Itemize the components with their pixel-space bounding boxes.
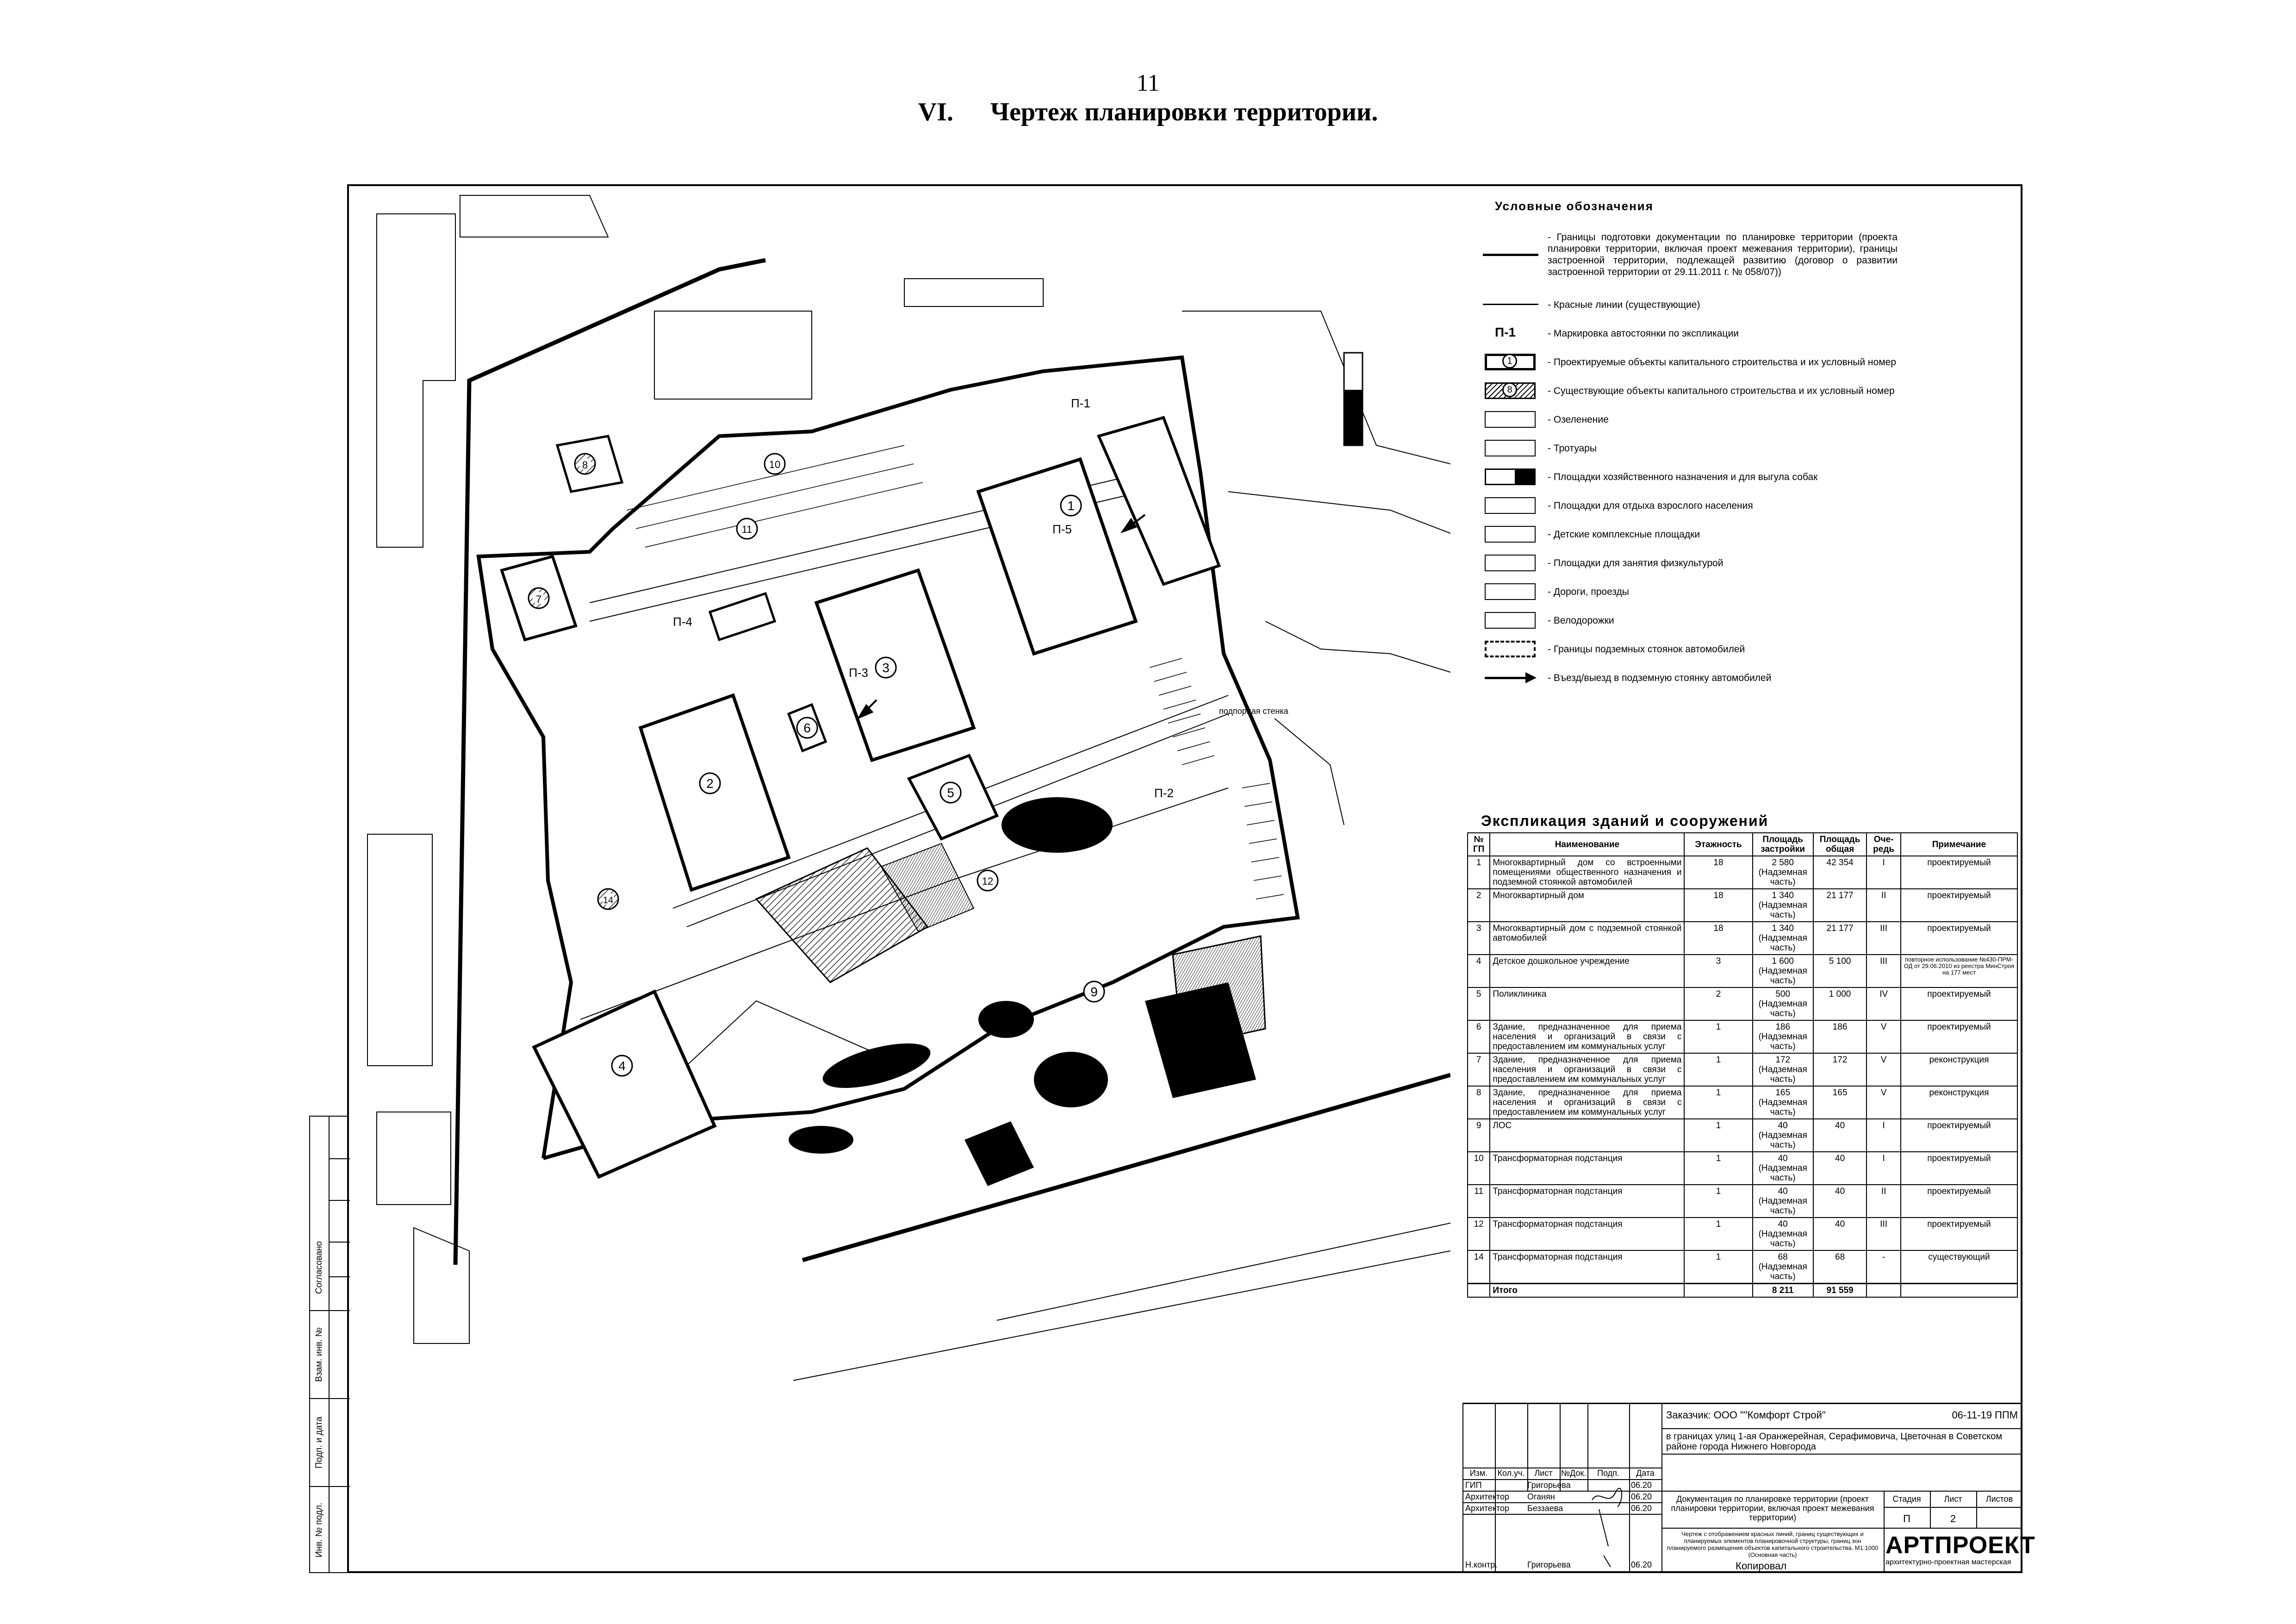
- header-num: № ГП: [1468, 833, 1490, 856]
- existing-building-icon: 8: [1481, 380, 1541, 402]
- roads-icon: [1481, 581, 1541, 603]
- cell-note: проектируемый: [1901, 1218, 2017, 1250]
- cell-note: повторное использование №430-ПРМ-ОД от 29.06.2010 из реестра МинСтроя на 177 мест: [1901, 955, 2017, 987]
- cell-stage: III: [1867, 1218, 1901, 1250]
- cell-stage: III: [1867, 955, 1901, 987]
- cell-stage: II: [1867, 1185, 1901, 1218]
- cell-stage: V: [1867, 1020, 1901, 1053]
- copied-label: Копировал: [1736, 1560, 1787, 1572]
- cell-stage: I: [1867, 856, 1901, 889]
- total-area-total: 91 559: [1813, 1284, 1867, 1298]
- area-built-note: (Надземная часть): [1758, 1032, 1807, 1051]
- svg-text:11: 11: [741, 524, 753, 535]
- header-note: Примечание: [1901, 833, 2017, 856]
- sidebar-replace-inv: Взам. инв. №: [310, 1311, 329, 1399]
- legend-item: - Велодорожки: [1481, 607, 1898, 634]
- cell-name: Здание, предназначенное для приема населения и организаций в связи с предоставлением им коммунальных услуг: [1490, 1086, 1684, 1119]
- cell-stage: -: [1867, 1250, 1901, 1284]
- area-built-value: 40: [1778, 1154, 1788, 1163]
- table-row: [1468, 955, 2017, 987]
- cell-floors: 1: [1684, 1053, 1752, 1086]
- cell-area-built: [1753, 1250, 1813, 1284]
- signature-icon: [1590, 1481, 1627, 1569]
- building-marker-2: [700, 773, 720, 793]
- sidebar-original-inv: Инв. № подл.: [314, 1502, 324, 1558]
- table-row: [1468, 856, 2017, 889]
- staff-date: 06.20: [1631, 1492, 1652, 1501]
- col-header-izm: Изм.: [1469, 1468, 1488, 1478]
- legend-item: - Площадки хозяйственного назначения и для выгула собак: [1481, 463, 1898, 490]
- customer: Заказчик: ООО ""Комфорт Строй": [1666, 1409, 1826, 1421]
- page-number: 11: [1136, 70, 1160, 96]
- explication-title: Экспликация зданий и сооружений: [1481, 812, 1769, 829]
- cell-area-built: [1753, 1152, 1813, 1185]
- building-marker-11: [737, 518, 757, 539]
- sheets-header: Листов: [1985, 1494, 2013, 1504]
- cell-num: 11: [1468, 1185, 1490, 1218]
- area-built-value: 40: [1778, 1219, 1788, 1229]
- cell-num: 3: [1468, 922, 1490, 955]
- table-row: [1468, 1185, 2017, 1218]
- cell-stage: V: [1867, 1086, 1901, 1119]
- explication-table: [1467, 832, 2018, 1298]
- cell-floors: 1: [1684, 1020, 1752, 1053]
- table-row: [1468, 1053, 2017, 1086]
- header-name: Наименование: [1490, 833, 1684, 856]
- table-row: [1468, 987, 2017, 1020]
- stage-header: Стадия: [1892, 1494, 1921, 1504]
- sheet-header: Лист: [1944, 1494, 1962, 1504]
- table-row: [1468, 1119, 2017, 1152]
- section-numeral: VI.: [918, 98, 953, 126]
- cell-name: Детское дошкольное учреждение: [1490, 955, 1684, 987]
- page-title: [0, 97, 2296, 127]
- table-row: [1468, 1086, 2017, 1119]
- brand-subtitle: архитектурно-проектная мастерская: [1885, 1558, 2011, 1566]
- area-built-value: 172: [1775, 1055, 1791, 1065]
- header-stage: Оче- редь: [1867, 833, 1901, 856]
- cell-floors: 2: [1684, 987, 1752, 1020]
- area-built-value: 1 600: [1772, 956, 1794, 966]
- cell-area-total: 21 177: [1813, 889, 1867, 922]
- sidewalk-icon: [1481, 437, 1541, 459]
- cell-num: 1: [1468, 856, 1490, 889]
- area-built-value: 500: [1775, 989, 1791, 999]
- area-built-value: 40: [1778, 1121, 1788, 1131]
- svg-text:2: 2: [706, 776, 714, 791]
- area-built-value: 68: [1778, 1252, 1788, 1262]
- cell-area-built: [1753, 1053, 1813, 1086]
- area-built-note: (Надземная часть): [1758, 1131, 1807, 1150]
- underground-parking-boundary-icon: [1481, 638, 1541, 660]
- building-marker-6: [797, 718, 817, 738]
- cell-name: Поликлиника: [1490, 987, 1684, 1020]
- legend-item: - Озеленение: [1481, 406, 1898, 433]
- legend-title: Условные обозначения: [1495, 199, 1654, 213]
- area-built-value: 1 340: [1772, 924, 1794, 933]
- staff-role: Архитектор: [1465, 1492, 1510, 1501]
- col-header-ndok: №Док.: [1561, 1468, 1587, 1478]
- cell-area-built: [1753, 1086, 1813, 1119]
- cell-note: проектируемый: [1901, 1119, 2017, 1152]
- cell-name: Многоквартирный дом со встроенными помещениями общественного назначения и подземной стоянкой автомобилей: [1490, 856, 1684, 889]
- cell-num: 2: [1468, 889, 1490, 922]
- adult-rest-area-icon: [1481, 494, 1541, 517]
- building-marker-3: [876, 657, 896, 678]
- legend-item: - Красные линии (существующие): [1481, 291, 1898, 318]
- brand-logo: АРТПРОЕКТ: [1885, 1532, 2035, 1559]
- cell-name: Здание, предназначенное для приема населения и организаций в связи с предоставлением им коммунальных услуг: [1490, 1053, 1684, 1086]
- area-built-value: 165: [1775, 1088, 1791, 1098]
- table-row: [1468, 1020, 2017, 1053]
- cell-num: 12: [1468, 1218, 1490, 1250]
- legend-item: - Тротуары: [1481, 435, 1898, 462]
- cell-area-total: 42 354: [1813, 856, 1867, 889]
- svg-text:1: 1: [1067, 499, 1075, 513]
- area-built-value: 1 340: [1772, 891, 1794, 900]
- cell-num: 10: [1468, 1152, 1490, 1185]
- cell-area-total: 186: [1813, 1020, 1867, 1053]
- cell-stage: I: [1867, 1152, 1901, 1185]
- svg-text:3: 3: [882, 661, 890, 675]
- cell-area-built: [1753, 1020, 1813, 1053]
- boundary-line-icon: [1481, 244, 1541, 266]
- cell-area-built: [1753, 987, 1813, 1020]
- legend-item: - Границы подготовки документации по планировке территории (проекта планировки территории, включая проект межевания территории), границы застроенной территории, подлежащей развитию (договор о развитии застроенной территории от 29.11.2011 г. № 058/07)): [1481, 220, 1898, 289]
- approval-sidebar: [309, 1116, 349, 1573]
- parking-label-p4: П-4: [673, 615, 692, 629]
- staff-role: Архитектор: [1465, 1504, 1510, 1513]
- parking-code-icon: П-1: [1495, 325, 1516, 339]
- svg-text:14: 14: [603, 895, 614, 906]
- parking-label-p2: П-2: [1154, 786, 1174, 800]
- svg-text:6: 6: [803, 721, 811, 735]
- cell-stage: IV: [1867, 987, 1901, 1020]
- cell-name: Многоквартирный дом с подземной стоянкой автомобилей: [1490, 922, 1684, 955]
- cell-area-total: 172: [1813, 1053, 1867, 1086]
- projected-building-icon: 1: [1481, 351, 1541, 373]
- legend-item: - Площадки для отдыха взрослого населения: [1481, 492, 1898, 519]
- explication-body: [1468, 856, 2017, 1297]
- area-built-note: (Надземная часть): [1758, 1163, 1807, 1183]
- svg-text:10: 10: [769, 459, 781, 470]
- cell-num: 4: [1468, 955, 1490, 987]
- cell-area-total: 40: [1813, 1152, 1867, 1185]
- table-row: [1468, 922, 2017, 955]
- cell-floors: 18: [1684, 856, 1752, 889]
- cell-note: проектируемый: [1901, 1152, 2017, 1185]
- area-built-value: 2 580: [1772, 858, 1794, 868]
- total-area-built: 8 211: [1753, 1284, 1813, 1298]
- sports-area-icon: [1481, 552, 1541, 574]
- cell-note: проектируемый: [1901, 1185, 2017, 1218]
- legend-item: - Площадки для занятия физкультурой: [1481, 550, 1898, 576]
- cell-stage: V: [1867, 1053, 1901, 1086]
- building-marker-14: [598, 889, 618, 909]
- building-marker-1: [1061, 495, 1081, 516]
- red-line-icon: [1481, 294, 1541, 316]
- area-built-note: (Надземная часть): [1758, 900, 1807, 920]
- cell-area-built: [1753, 922, 1813, 955]
- cell-area-total: 1 000: [1813, 987, 1867, 1020]
- cell-name: Трансформаторная подстанция: [1490, 1152, 1684, 1185]
- title-block: [1462, 1403, 2035, 1573]
- cell-stage: I: [1867, 1119, 1901, 1152]
- sheet-value: 2: [1950, 1513, 1956, 1524]
- area-built-note: (Надземная часть): [1758, 966, 1807, 986]
- area-built-note: (Надземная часть): [1758, 1229, 1807, 1249]
- table-header-row: [1468, 833, 2017, 856]
- cell-note: проектируемый: [1901, 922, 2017, 955]
- cell-note: реконструкция: [1901, 1053, 2017, 1086]
- area-built-note: (Надземная часть): [1758, 1098, 1807, 1117]
- building-marker-7: [529, 588, 549, 608]
- cell-floors: 1: [1684, 1250, 1752, 1284]
- area-built-value: 186: [1775, 1022, 1791, 1032]
- cell-area-total: 165: [1813, 1086, 1867, 1119]
- cell-num: 6: [1468, 1020, 1490, 1053]
- agreed-cell: Согласовано: [310, 1117, 329, 1311]
- table-row: [1468, 1152, 2017, 1185]
- svg-text:9: 9: [1090, 985, 1098, 999]
- staff-date: 06.20: [1631, 1560, 1652, 1569]
- staff-role: ГИП: [1465, 1480, 1482, 1490]
- staff-date: 06.20: [1631, 1504, 1652, 1513]
- legend-item: П-1 - Маркировка автостоянки по экспликации: [1481, 320, 1898, 347]
- cell-note: реконструкция: [1901, 1086, 2017, 1119]
- area-built-note: (Надземная часть): [1758, 1262, 1807, 1281]
- cell-note: проектируемый: [1901, 856, 2017, 889]
- legend-item: 8 - Существующие объекты капитального строительства и их условный номер: [1481, 377, 1898, 404]
- legend: [1481, 199, 1898, 693]
- legend-item: 1 - Проектируемые объекты капитального строительства и их условный номер: [1481, 349, 1898, 375]
- cell-area-built: [1753, 889, 1813, 922]
- building-marker-4: [612, 1056, 632, 1076]
- building-marker-9: [1084, 981, 1104, 1002]
- project-location: в границах улиц 1-ая Оранжерейная, Серафимовича, Цветочная в Советском районе города Нижнего Новгорода: [1666, 1431, 2003, 1452]
- cell-floors: 3: [1684, 955, 1752, 987]
- svg-text:12: 12: [982, 875, 994, 887]
- cell-name: Трансформаторная подстанция: [1490, 1185, 1684, 1218]
- cell-floors: 1: [1684, 1218, 1752, 1250]
- cell-area-total: 40: [1813, 1218, 1867, 1250]
- cell-num: 8: [1468, 1086, 1490, 1119]
- area-built-note: (Надземная часть): [1758, 1065, 1807, 1084]
- cell-stage: III: [1867, 922, 1901, 955]
- staff-name: Беззаева: [1527, 1504, 1563, 1513]
- svg-text:7: 7: [535, 593, 542, 605]
- cell-note: проектируемый: [1901, 1020, 2017, 1053]
- legend-item: - Дороги, проезды: [1481, 578, 1898, 605]
- area-built-note: (Надземная часть): [1758, 868, 1807, 887]
- parking-label-p3: П-3: [849, 666, 868, 680]
- cell-floors: 1: [1684, 1086, 1752, 1119]
- col-header-koluch: Кол.уч.: [1497, 1468, 1525, 1478]
- cell-area-total: 40: [1813, 1119, 1867, 1152]
- header-area-built: Площадь застройки: [1753, 833, 1813, 856]
- staff-name: Оганян: [1527, 1492, 1555, 1501]
- greenery-icon: [1481, 408, 1541, 431]
- cell-name: Здание, предназначенное для приема населения и организаций в связи с предоставлением им коммунальных услуг: [1490, 1020, 1684, 1053]
- sidebar-sign-date: Подп. и дата: [310, 1399, 329, 1487]
- parking-label-p5: П-5: [1052, 522, 1072, 536]
- legend-item: - Границы подземных стоянок автомобилей: [1481, 636, 1898, 662]
- total-row: [1468, 1284, 2017, 1298]
- cell-num: 5: [1468, 987, 1490, 1020]
- staff-role: Н.контр.: [1465, 1560, 1498, 1569]
- building-marker-10: [765, 454, 785, 474]
- staff-name: Григорьева: [1527, 1560, 1571, 1569]
- cell-note: проектируемый: [1901, 889, 2017, 922]
- staff-date: 06.20: [1631, 1480, 1652, 1490]
- cell-area-built: [1753, 1119, 1813, 1152]
- cell-area-built: [1753, 1218, 1813, 1250]
- building-marker-8: [575, 454, 595, 474]
- document-title: Документация по планировке территории (проект планировки территории, включая проект межевания территории): [1671, 1494, 1874, 1522]
- cell-num: 7: [1468, 1053, 1490, 1086]
- parking-entrance-arrow-icon: [1481, 667, 1541, 689]
- cell-name: Трансформаторная подстанция: [1490, 1250, 1684, 1284]
- area-built-note: (Надземная часть): [1758, 933, 1807, 953]
- cell-name: Трансформаторная подстанция: [1490, 1218, 1684, 1250]
- utility-area-icon: [1481, 466, 1541, 488]
- cell-stage: II: [1867, 889, 1901, 922]
- legend-item: - Въезд/выезд в подземную стоянку автомобилей: [1481, 664, 1898, 691]
- document-code: 06-11-19 ППМ: [1952, 1409, 2018, 1421]
- total-label: Итого: [1490, 1284, 1684, 1298]
- area-built-value: 40: [1778, 1187, 1788, 1196]
- cell-area-total: 21 177: [1813, 922, 1867, 955]
- cell-note: проектируемый: [1901, 987, 2017, 1020]
- retaining-wall-label: подпорная стенка: [1219, 706, 1288, 716]
- cell-area-built: [1753, 1185, 1813, 1218]
- header-area-total: Площадь общая: [1813, 833, 1867, 856]
- building-marker-5: [940, 782, 961, 803]
- building-marker-12: [977, 870, 998, 891]
- cell-area-built: [1753, 955, 1813, 987]
- sheet-title: Чертеж с отображением красных линий, границ существующих и планируемых элементов планировочной структуры, границ зон планируемого размещения объектов капитального строительства. М1:1000 (Основная часть): [1667, 1530, 1879, 1558]
- svg-text:5: 5: [947, 786, 954, 800]
- cell-floors: 1: [1684, 1152, 1752, 1185]
- cell-area-total: 5 100: [1813, 955, 1867, 987]
- stage-value: П: [1903, 1513, 1910, 1524]
- col-header-date: Дата: [1636, 1468, 1655, 1478]
- cell-name: ЛОС: [1490, 1119, 1684, 1152]
- cell-floors: 1: [1684, 1119, 1752, 1152]
- area-built-note: (Надземная часть): [1758, 999, 1807, 1018]
- cell-num: 14: [1468, 1250, 1490, 1284]
- cell-floors: 18: [1684, 922, 1752, 955]
- bike-path-icon: [1481, 609, 1541, 631]
- cell-area-total: 40: [1813, 1185, 1867, 1218]
- cell-area-built: [1753, 856, 1813, 889]
- cell-area-total: 68: [1813, 1250, 1867, 1284]
- table-row: [1468, 1218, 2017, 1250]
- site-plan-drawing: [349, 186, 1450, 1399]
- cell-name: Многоквартирный дом: [1490, 889, 1684, 922]
- parking-label-p1: П-1: [1071, 396, 1090, 410]
- area-built-note: (Надземная часть): [1758, 1196, 1807, 1216]
- svg-text:4: 4: [618, 1059, 626, 1073]
- cell-floors: 1: [1684, 1185, 1752, 1218]
- col-header-list: Лист: [1534, 1468, 1553, 1478]
- section-title: Чертеж планировки территории.: [990, 98, 1378, 126]
- children-playground-icon: [1481, 523, 1541, 545]
- table-row: [1468, 889, 2017, 922]
- cell-floors: 18: [1684, 889, 1752, 922]
- legend-item: - Детские комплексные площадки: [1481, 521, 1898, 548]
- col-header-podp: Подп.: [1597, 1468, 1619, 1478]
- table-row: [1468, 1250, 2017, 1284]
- svg-text:8: 8: [582, 459, 588, 471]
- cell-num: 9: [1468, 1119, 1490, 1152]
- header-floors: Этажность: [1684, 833, 1752, 856]
- staff-name: Григорьева: [1527, 1480, 1571, 1490]
- cell-note: существующий: [1901, 1250, 2017, 1284]
